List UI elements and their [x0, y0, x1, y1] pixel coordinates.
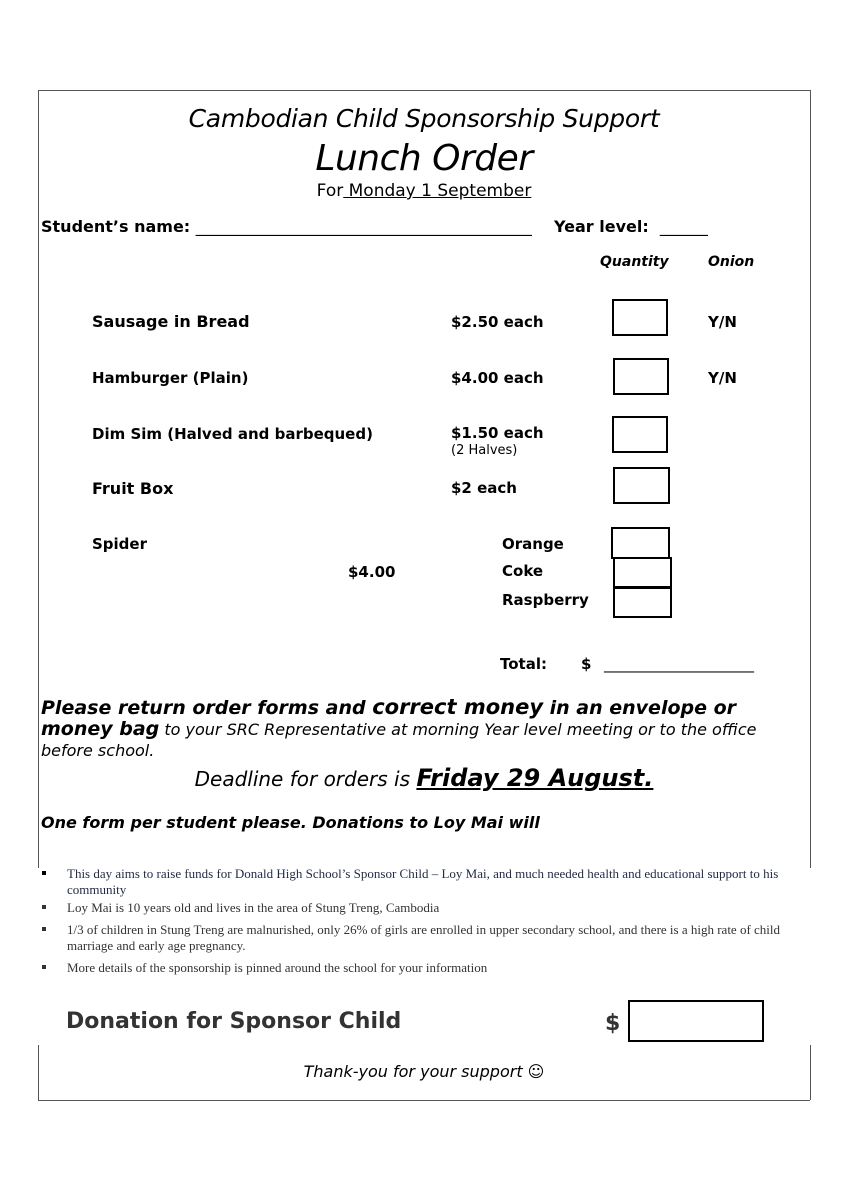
list-item-text: This day aims to raise funds for Donald High School’s Sponsor Child – Loy Mai, and much needed health and educational support to his community	[67, 866, 779, 897]
thank-you-message: Thank-you for your support ☺	[303, 1062, 545, 1081]
item-name-spider: Spider	[92, 535, 147, 553]
bullet-square-icon	[42, 905, 46, 909]
item-name-fruit-box: Fruit Box	[92, 479, 174, 498]
list-item	[40, 922, 810, 954]
form-border-top	[38, 90, 810, 91]
list-item	[40, 866, 810, 898]
bullet-square-icon	[42, 965, 46, 969]
list-item-text: More details of the sponsorship is pinned around the school for your information	[67, 960, 488, 975]
order-date-line	[38, 181, 810, 201]
deadline-prefix: Deadline for orders is	[194, 767, 417, 791]
deadline-line	[38, 764, 810, 792]
total-currency: $	[581, 655, 592, 673]
one-form-note: One form per student please. Donations to Loy Mai will	[41, 813, 540, 832]
quantity-column-header: Quantity	[600, 254, 669, 270]
organisation-title: Cambodian Child Sponsorship Support	[188, 104, 660, 133]
page-title: Lunch Order	[315, 138, 533, 179]
quantity-box-fruit-box[interactable]	[613, 467, 670, 504]
bullet-square-icon	[42, 871, 46, 875]
spider-flavour-raspberry: Raspberry	[502, 591, 589, 609]
quantity-box-spider-raspberry[interactable]	[613, 587, 672, 618]
item-price-note-dim-sim: (2 Halves)	[451, 443, 518, 458]
year-level-field[interactable]	[554, 217, 708, 236]
order-date: Monday 1 September	[343, 181, 532, 201]
total-label: Total:	[500, 655, 547, 673]
instructions-money-bag: money bag	[41, 718, 160, 740]
instructions-part-2: in an envelope or	[543, 697, 737, 719]
spider-flavour-orange: Orange	[502, 535, 564, 553]
student-name-field[interactable]	[41, 217, 532, 236]
total-blank[interactable]: ____________________	[604, 655, 754, 673]
form-border-right	[810, 90, 811, 868]
quantity-box-spider-orange[interactable]	[611, 527, 670, 559]
item-name-hamburger: Hamburger (Plain)	[92, 369, 249, 387]
item-price-hamburger: $4.00 each	[451, 369, 544, 387]
for-prefix: For	[316, 181, 344, 201]
list-item-text: 1/3 of children in Stung Treng are malnurished, only 26% of girls are enrolled in upper secondary school, and there is a high rate of child marriage and early age pregnancy.	[67, 922, 781, 953]
spider-flavour-coke: Coke	[502, 562, 544, 580]
form-border-left	[38, 90, 39, 868]
donation-amount-box[interactable]	[628, 1000, 764, 1042]
item-name-sausage: Sausage in Bread	[92, 312, 250, 331]
list-item	[40, 900, 810, 916]
list-item	[40, 960, 810, 976]
student-name-blank: __________________________________________	[195, 217, 532, 236]
donation-label: Donation for Sponsor Child	[66, 1009, 402, 1034]
year-level-blank: ______	[659, 217, 708, 236]
onion-choice-hamburger[interactable]: Y/N	[708, 369, 737, 387]
item-price-spider: $4.00	[348, 563, 396, 581]
onion-choice-sausage[interactable]: Y/N	[708, 313, 737, 331]
instructions-part-3: to your SRC Representative at morning Year level meeting or to the office before school.	[41, 720, 757, 760]
quantity-box-spider-coke[interactable]	[613, 557, 672, 588]
item-price-dim-sim: $1.50 each	[451, 424, 544, 442]
form-border-right-lower	[810, 1045, 811, 1100]
onion-column-header: Onion	[708, 254, 755, 270]
bullet-square-icon	[42, 927, 46, 931]
list-item-text: Loy Mai is 10 years old and lives in the area of Stung Treng, Cambodia	[67, 900, 440, 915]
quantity-box-hamburger[interactable]	[613, 358, 669, 395]
form-border-bottom	[38, 1100, 810, 1101]
quantity-box-dim-sim[interactable]	[612, 416, 668, 453]
item-price-fruit-box: $2 each	[451, 479, 517, 497]
sponsorship-info-list	[40, 866, 810, 976]
instructions-correct-money: correct money	[372, 695, 544, 719]
instructions-part-1: Please return order forms and	[41, 697, 373, 719]
student-name-label: Student’s name:	[41, 217, 191, 236]
donation-currency: $	[605, 1011, 621, 1036]
return-instructions	[41, 697, 801, 761]
item-name-dim-sim: Dim Sim (Halved and barbequed)	[92, 425, 373, 443]
item-price-sausage: $2.50 each	[451, 313, 544, 331]
deadline-date: Friday 29 August.	[416, 764, 654, 792]
year-level-label: Year level:	[554, 217, 649, 236]
quantity-box-sausage[interactable]	[612, 299, 668, 336]
